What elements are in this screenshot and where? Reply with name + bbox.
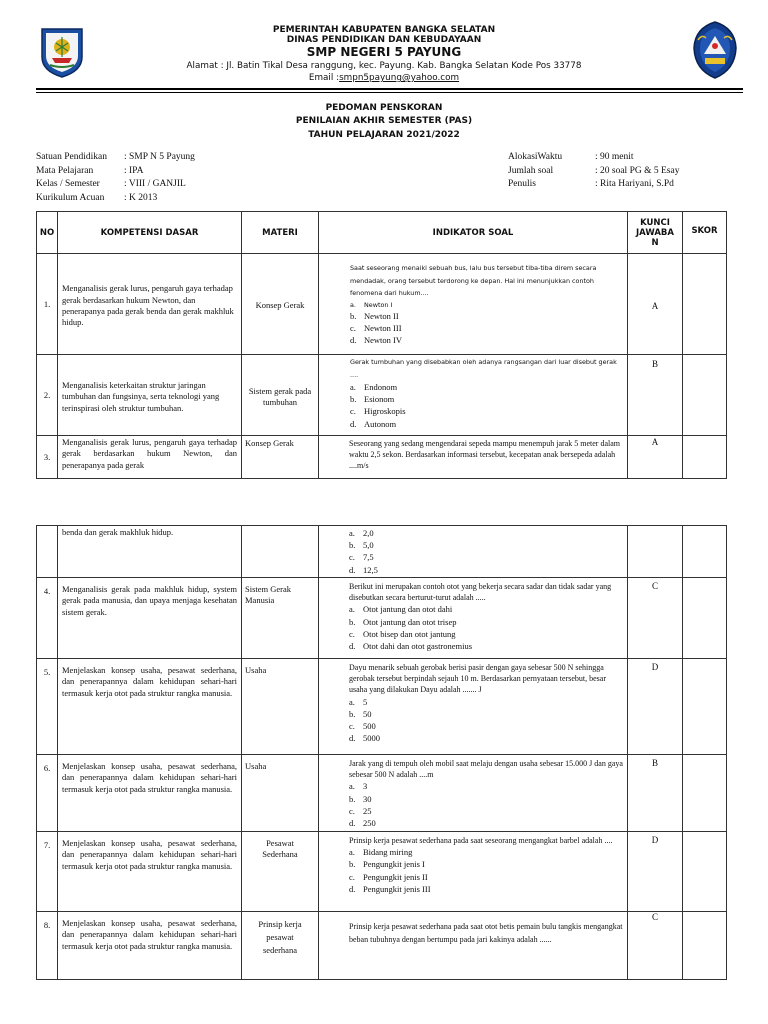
doc-title-3: TAHUN PELAJARAN 2021/2022 <box>308 130 460 140</box>
option <box>349 527 623 539</box>
info-label: Satuan Pendidikan <box>36 152 107 162</box>
row-skor <box>683 355 727 436</box>
table-row-continued <box>37 526 727 578</box>
row-kunci: D <box>628 832 683 912</box>
option <box>349 871 623 883</box>
row-kunci: B <box>628 355 683 436</box>
option-letter: a. <box>349 528 355 538</box>
option <box>350 300 623 310</box>
option-text: 12,5 <box>363 564 378 575</box>
option-letter: a. <box>349 847 355 858</box>
row-kd: Menjelaskan konsep usaha, pesawat sederhana, dan penerapannya dalam kehidupan sehari-hari termasuk kerja otot pada struktur rangka manusia. <box>58 912 242 980</box>
col-header-kd: KOMPETENSI DASAR <box>58 212 242 254</box>
row-kd: Menganalisis gerak lurus, pengaruh gaya terhadap gerak berdasarkan hukum Newton, dan penerapanya pada gerak <box>58 436 242 479</box>
option-letter: c. <box>350 322 356 333</box>
info-label: Jumlah soal <box>508 165 554 176</box>
option-text: Otot bisep dan otot jantung <box>363 628 456 639</box>
info-value: : SMP N 5 Payung <box>124 152 195 162</box>
table-header-row <box>37 212 727 254</box>
info-left <box>36 151 336 205</box>
row-number: 2. <box>37 355 58 436</box>
table-row <box>37 254 727 355</box>
option-text: Pengungkit jenis I <box>363 859 425 870</box>
col-header-indikator: INDIKATOR SOAL <box>319 212 628 254</box>
option-letter: c. <box>349 721 355 732</box>
option <box>349 805 623 817</box>
row-skor <box>683 659 727 755</box>
option-text: Pengungkit jenis III <box>363 883 431 894</box>
table-row <box>37 755 727 832</box>
option-text: Newton III <box>364 322 402 333</box>
row-skor <box>683 755 727 832</box>
school-address: Alamat : Jl. Batin Tikal Desa ranggung, kec. Payung. Kab. Bangka Selatan Kode Pos 33778 <box>186 61 582 71</box>
row-indikator <box>319 355 628 436</box>
header-divider <box>36 88 743 90</box>
row-kd: Menganalisis gerak pada makhluk hidup, system gerak pada manusia, dan upaya menjaga kesehatan sistem gerak. <box>58 578 242 659</box>
option-text: 5,0 <box>363 540 374 551</box>
option <box>350 310 623 322</box>
option-letter: d. <box>349 641 356 652</box>
row-materi: Usaha <box>242 659 319 755</box>
option-letter: b. <box>349 859 356 870</box>
row-skor <box>683 254 727 355</box>
row-indikator <box>319 659 628 755</box>
row-indikator <box>319 832 628 912</box>
option-letter: d. <box>350 334 357 345</box>
info-row <box>36 165 336 179</box>
option-text: 50 <box>363 708 372 719</box>
option <box>349 640 623 652</box>
kunci-line-3: N <box>651 237 659 248</box>
question-text: Dayu menarik sebuah gerobak berisi pasir dengan gaya sebesar 500 N sehingga gerobak tersebut berpindah sejauh 10 m. Berdasarkan pernyataan tersebut, besar usaha yang dilakukan Dayu adalah ....... J <box>349 663 607 695</box>
option <box>350 393 623 405</box>
option-text: Otot dahi dan otot gastronemius <box>363 641 473 652</box>
option-text: Newton IV <box>364 334 403 345</box>
option-letter: d. <box>349 564 356 575</box>
kunci-line-1: KUNCI <box>640 217 670 228</box>
row-indikator <box>319 436 628 479</box>
option-text: Pengungkit jenis II <box>363 871 428 882</box>
row-materi: Usaha <box>242 755 319 832</box>
row-materi: Pesawat Sederhana <box>242 832 319 912</box>
row-number: 6. <box>37 755 58 832</box>
option-text: Newton II <box>364 310 399 321</box>
option-letter: b. <box>349 540 356 551</box>
option <box>349 883 623 895</box>
option-text: 5000 <box>363 733 380 744</box>
col-header-no: NO <box>37 212 58 254</box>
row-kunci <box>628 526 683 578</box>
row-kd: Menjelaskan konsep usaha, pesawat sederhana, dan penerapannya dalam kehidupan sehari-hari termasuk kerja otot pada struktur rangka manusia. <box>58 755 242 832</box>
option-text: Otot jantung dan otot dahi <box>363 604 453 615</box>
option-letter: b. <box>349 708 356 719</box>
option-text: 30 <box>363 793 372 804</box>
header-divider-thin <box>36 92 743 93</box>
row-number: 4. <box>37 578 58 659</box>
option <box>350 334 623 346</box>
row-skor <box>683 578 727 659</box>
option-letter: a. <box>349 604 355 615</box>
row-kd: Menganalisis keterkaitan struktur jaringan tumbuhan dan fungsinya, serta teknologi yang terinspirasi oleh struktur tumbuhan. <box>58 355 242 436</box>
question-text: Saat seseorang menaiki sebuah bus, lalu bus tersebut tiba-tiba direm secara mendadak, orang tersebut terdorong ke depan. Hal ini menunjukkan contoh fenomena dari hukum.... <box>350 264 597 297</box>
table-row <box>37 832 727 912</box>
row-kd: Menjelaskan konsep usaha, pesawat sederhana, dan penerapannya dalam kehidupan sehari-hari termasuk kerja otot pada struktur rangka manusia. <box>58 659 242 755</box>
info-value: : Rita Hariyani, S.Pd <box>595 179 674 190</box>
info-value: : 90 menit <box>595 152 634 162</box>
info-row <box>36 151 336 165</box>
email-label: Email : <box>308 73 340 83</box>
option <box>350 322 623 334</box>
row-kunci: A <box>628 436 683 479</box>
doc-title-1: PEDOMAN PENSKORAN <box>325 103 443 113</box>
row-number: 5. <box>37 659 58 755</box>
scoring-table-page-1 <box>36 211 727 479</box>
option <box>350 418 623 430</box>
info-label: Kurikulum Acuan <box>36 192 105 203</box>
option-letter: d. <box>349 733 356 744</box>
table-row <box>37 355 727 436</box>
option <box>349 628 623 640</box>
table-row <box>37 578 727 659</box>
info-right <box>508 151 738 192</box>
table-row <box>37 436 727 479</box>
option <box>349 696 623 708</box>
row-materi <box>242 526 319 578</box>
info-row <box>36 178 336 192</box>
scoring-table-page-2 <box>36 525 727 980</box>
option-letter: a. <box>349 696 355 707</box>
question-text: Jarak yang di tempuh oleh mobil saat melaju dengan usaha sebesar 15.000 J dan gaya sebesar 500 N adalah ....m <box>349 759 623 780</box>
option <box>349 732 623 744</box>
header-line-1: PEMERINTAH KABUPATEN BANGKA SELATAN <box>272 25 496 35</box>
info-value: : VIII / GANJIL <box>124 179 186 190</box>
row-materi: Sistem Gerak Manusia <box>242 578 319 659</box>
option-text: 7,5 <box>363 552 374 563</box>
row-number: 8. <box>37 912 58 980</box>
option-text: 25 <box>363 805 372 816</box>
row-indikator <box>319 578 628 659</box>
info-label: Kelas / Semester <box>36 179 100 190</box>
option <box>349 817 623 829</box>
option <box>349 846 623 858</box>
option-letter: d. <box>350 418 357 429</box>
option-letter: c. <box>349 628 355 639</box>
question-text: Berikut ini merupakan contoh otot yang bekerja secara sadar dan tidak sadar yang disebutkan secara berturut-turut adalah ..... <box>349 582 612 603</box>
option <box>349 858 623 870</box>
row-skor <box>683 526 727 578</box>
option-letter: a. <box>350 382 356 392</box>
option <box>349 780 623 792</box>
option-text: 2,0 <box>363 528 374 538</box>
row-indikator <box>319 912 628 980</box>
info-label: Mata Pelajaran <box>36 165 94 176</box>
question-text: Prinsip kerja pesawat sederhana pada saat otot betis pemain bulu tangkis mengangkat beban tubuhnya dengan bertumpu pada jari kakinya adalah ...... <box>349 922 623 944</box>
info-label: AlokasiWaktu <box>508 152 563 162</box>
header-line-2: DINAS PENDIDIKAN DAN KEBUDAYAAN <box>286 35 482 45</box>
option-letter: a. <box>350 300 356 309</box>
table-row <box>37 912 727 980</box>
col-header-kunci <box>628 212 683 254</box>
info-value: : IPA <box>124 165 144 176</box>
info-value: : 20 soal PG & 5 Esay <box>595 165 680 176</box>
row-kd: benda dan gerak makhluk hidup. <box>58 526 242 578</box>
row-skor <box>683 832 727 912</box>
question-text: Seseorang yang sedang mengendarai sepeda mampu menempuh jarak 5 meter dalam waktu 2,5 sekon. Berdasarkan informasi tersebut, kecepatan anak bersepeda adalah ....m/s <box>349 439 621 471</box>
option-letter: c. <box>349 871 355 882</box>
email-link[interactable]: smpn5payung@yahoo.com <box>339 73 460 83</box>
row-materi: Sistem gerak pada tumbuhan <box>242 355 319 436</box>
option-text: Otot jantung dan otot trisep <box>363 616 457 627</box>
option-letter: b. <box>349 793 356 804</box>
row-indikator <box>319 755 628 832</box>
row-kd: Menjelaskan konsep usaha, pesawat sederhana, dan penerapannya dalam kehidupan sehari-hari termasuk kerja otot pada struktur rangka manusia. <box>58 832 242 912</box>
option <box>349 720 623 732</box>
option <box>350 405 623 417</box>
option <box>349 564 623 576</box>
option-text: 500 <box>363 721 376 732</box>
option-text: Autonom <box>364 418 397 429</box>
school-name: SMP NEGERI 5 PAYUNG <box>306 45 462 59</box>
option-text: Bidang miring <box>363 847 413 858</box>
question-text: Prinsip kerja pesawat sederhana pada saat seseorang mengangkat barbel adalah .... <box>349 836 613 845</box>
option-text: Higroskopis <box>364 406 406 417</box>
row-kunci: A <box>628 254 683 355</box>
option-letter: a. <box>349 781 355 792</box>
option-letter: d. <box>349 883 356 894</box>
option <box>349 616 623 628</box>
info-row <box>508 178 738 192</box>
option-letter: b. <box>349 616 356 627</box>
table-row <box>37 659 727 755</box>
question-text: Gerak tumbuhan yang disebabkan oleh adanya rangsangan dari luar disebut gerak .... <box>350 358 617 379</box>
row-kd: Menganalisis gerak lurus, pengaruh gaya terhadap gerak berdasarkan hukum Newton, dan penerapanya pada gerak benda dan gerak makhluk hidup. <box>58 254 242 355</box>
option-text: Newton I <box>364 300 393 309</box>
info-label: Penulis <box>508 179 536 190</box>
row-kunci: C <box>628 578 683 659</box>
row-materi: Konsep Gerak <box>242 254 319 355</box>
info-value: : K 2013 <box>124 192 158 203</box>
info-row <box>508 165 738 179</box>
info-row <box>36 192 336 206</box>
row-kunci: D <box>628 659 683 755</box>
row-indikator <box>319 526 628 578</box>
row-indikator <box>319 254 628 355</box>
row-materi: Konsep Gerak <box>242 436 319 479</box>
option <box>349 551 623 563</box>
option-letter: d. <box>349 818 356 829</box>
option-text: 250 <box>363 818 376 829</box>
option-text: Esionom <box>364 394 395 405</box>
row-skor <box>683 912 727 980</box>
info-row <box>508 151 738 165</box>
doc-title-2: PENILAIAN AKHIR SEMESTER (PAS) <box>295 116 473 126</box>
row-kunci: B <box>628 755 683 832</box>
row-number: 1. <box>37 254 58 355</box>
option <box>349 708 623 720</box>
option <box>349 793 623 805</box>
option-letter: b. <box>350 310 357 321</box>
option <box>350 381 623 393</box>
option-letter: c. <box>350 406 356 417</box>
kunci-line-2: JAWABA <box>636 227 674 238</box>
option <box>349 539 623 551</box>
option-letter: c. <box>349 805 355 816</box>
row-number: 7. <box>37 832 58 912</box>
row-skor <box>683 436 727 479</box>
option-text: 5 <box>363 696 368 707</box>
option-letter: c. <box>349 552 355 563</box>
option <box>349 603 623 615</box>
option-text: 3 <box>363 781 368 792</box>
row-number <box>37 526 58 578</box>
row-number: 3. <box>37 436 58 479</box>
option-letter: b. <box>350 394 357 405</box>
row-kunci: C <box>628 912 683 980</box>
row-materi: Prinsip kerja pesawat sederhana <box>242 912 319 980</box>
option-text: Endonom <box>364 382 398 392</box>
school-email-line <box>0 73 768 83</box>
col-header-skor: SKOR <box>683 212 727 254</box>
col-header-materi: MATERI <box>242 212 319 254</box>
